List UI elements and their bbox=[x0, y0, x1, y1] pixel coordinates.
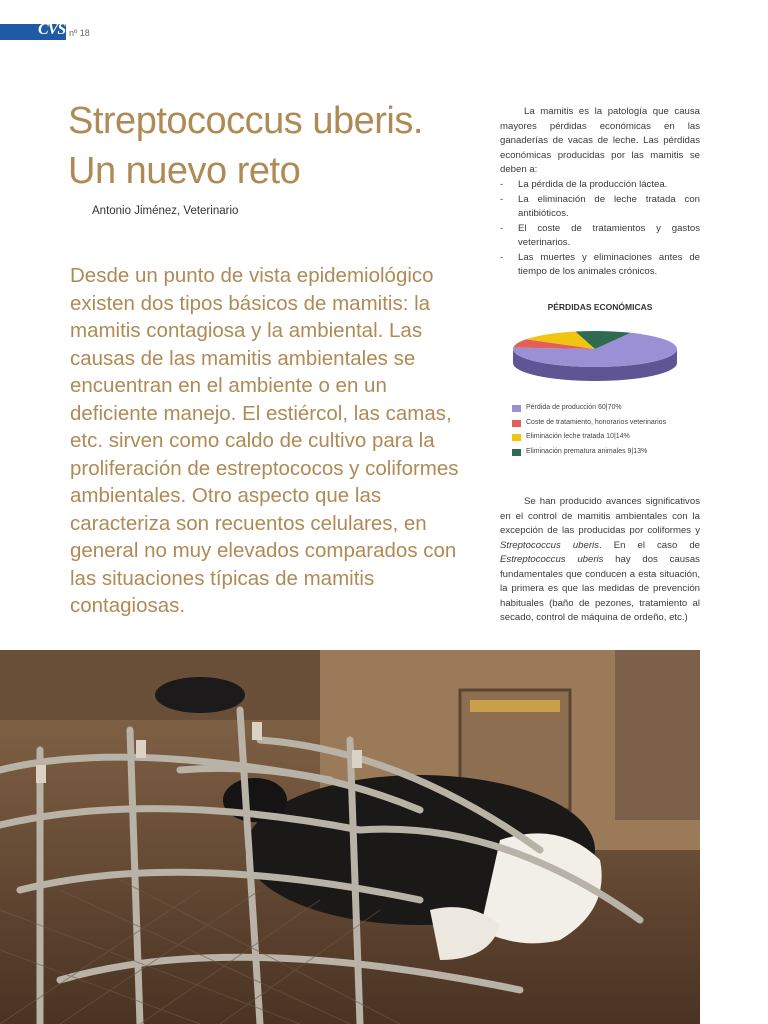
legend-label: Eliminación leche tratada 10|14% bbox=[526, 433, 630, 441]
chart-legend bbox=[512, 401, 666, 460]
pie-chart bbox=[505, 322, 685, 396]
legend-entry bbox=[512, 416, 666, 431]
magazine-logo: CVS bbox=[38, 21, 66, 38]
body-paragraph-1: La mamitis es la patología que causa mayores pérdidas económicas en las ganaderías de vacas de leche. Las pérdidas económicas producidas por las mamitis se deben a: bbox=[500, 106, 700, 175]
legend-entry bbox=[512, 445, 666, 460]
list-item: - El coste de tratamientos y gastos veterinarios. bbox=[500, 222, 700, 251]
legend-label: Pérdida de producción 60|70% bbox=[526, 404, 622, 411]
text-run: . En el caso de bbox=[598, 539, 700, 551]
chart-title: PÉRDIDAS ECONÓMICAS bbox=[547, 302, 653, 312]
species-name: Estreptococcus uberis bbox=[500, 554, 604, 565]
body-paragraph-2 bbox=[500, 495, 700, 626]
barn-cows-photo bbox=[0, 650, 700, 1024]
author-byline: Antonio Jiménez, Veterinario bbox=[92, 205, 239, 217]
page-number: nº 18 bbox=[69, 28, 90, 38]
intro-paragraph: Desde un punto de vista epidemiológico existen dos tipos básicos de mamitis: la mamitis contagiosa y la ambiental. Las causas de las mamitis ambientales se encuentran en el ambiente o en un deficiente manejo. El estiércol, las camas, etc. sirven como caldo de cultivo para la proliferación de estreptococos y coliformes ambientales. Otro aspecto que las caracteriza son recuentos celulares, en general no muy elevados comparados con las situaciones típicas de mamitis contagiosas. bbox=[70, 264, 459, 617]
legend-label: Eliminación prematura animales 9|13% bbox=[526, 448, 648, 456]
text-run: hay dos causas fundamentales que conducen a esta situación, la primera es que las medidas de prevención habituales (baño de pezones, tratamiento al secado, control de máquina de ordeño, etc.) bbox=[500, 554, 700, 623]
species-name: Streptococcus uberis bbox=[500, 539, 599, 551]
legend-entry bbox=[512, 430, 666, 445]
list-item: - Las muertes y eliminaciones antes de tiempo de los animales crónicos. bbox=[500, 251, 700, 280]
legend-swatch bbox=[512, 405, 521, 412]
legend-swatch bbox=[512, 420, 521, 427]
text-run: Se han producido avances significativos en el control de mamitis ambientales con la excepción de las producidas por coliformes y bbox=[500, 496, 700, 536]
legend-entry bbox=[512, 401, 666, 416]
legend-swatch bbox=[512, 449, 521, 456]
title-line-1: Streptococcus uberis. bbox=[68, 100, 423, 142]
article-title bbox=[68, 96, 488, 196]
losses-list bbox=[500, 178, 700, 280]
list-item: - La eliminación de leche tratada con antibióticos. bbox=[500, 193, 700, 222]
legend-label: Coste de tratamiento, honorarios veterinarios bbox=[526, 418, 667, 426]
title-line-2: Un nuevo reto bbox=[68, 150, 301, 192]
list-item: - La pérdida de la producción láctea. bbox=[500, 178, 700, 193]
legend-swatch bbox=[512, 434, 521, 441]
